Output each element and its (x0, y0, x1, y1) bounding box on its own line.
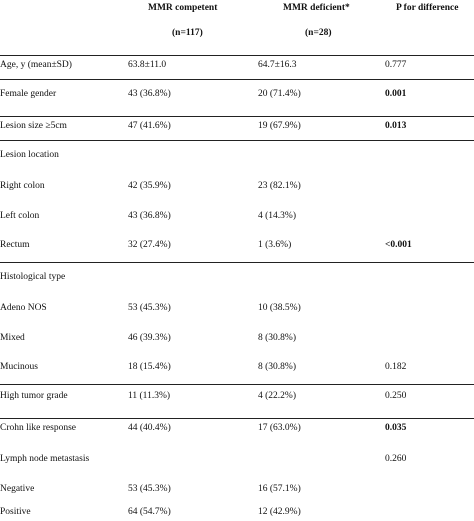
cell-competent: 42 (35.9%) (128, 181, 171, 191)
cell-p: 0.777 (385, 60, 407, 70)
row-label: Lesion location (0, 150, 59, 160)
row-label: Negative (0, 484, 35, 494)
cell-p: 0.250 (385, 391, 407, 401)
cell-competent: 44 (40.4%) (128, 423, 171, 433)
rule (0, 55, 474, 56)
cell-competent: 11 (11.3%) (128, 391, 171, 401)
rule (0, 79, 474, 80)
header-mmr-competent: MMR competent (148, 3, 218, 13)
cell-p: 0.013 (385, 121, 407, 131)
row-label: Adeno NOS (0, 303, 47, 313)
row-label: Histological type (0, 272, 66, 282)
cell-deficient: 4 (22.2%) (258, 391, 296, 401)
cell-deficient: 8 (30.8%) (258, 362, 296, 372)
cell-p: 0.001 (385, 89, 407, 99)
row-label: Crohn like response (0, 423, 76, 433)
cell-deficient: 17 (63.0%) (258, 423, 301, 433)
cell-deficient: 12 (42.9%) (258, 507, 301, 517)
cell-competent: 18 (15.4%) (128, 362, 171, 372)
cell-deficient: 20 (71.4%) (258, 89, 301, 99)
header-mmr-deficient-n: (n=28) (305, 28, 332, 38)
row-label: Mixed (0, 333, 25, 343)
row-label: Right colon (0, 181, 45, 191)
cell-competent: 53 (45.3%) (128, 303, 171, 313)
cell-p: 0.260 (385, 454, 407, 464)
cell-deficient: 64.7±16.3 (258, 60, 297, 70)
cell-deficient: 10 (38.5%) (258, 303, 301, 313)
cell-competent: 63.8±11.0 (128, 60, 167, 70)
header-mmr-competent-n: (n=117) (172, 28, 203, 38)
cell-p: 0.035 (385, 423, 407, 433)
row-label: Left colon (0, 211, 40, 221)
rule (0, 384, 474, 385)
cell-deficient: 1 (3.6%) (258, 240, 292, 250)
cell-competent: 53 (45.3%) (128, 484, 171, 494)
row-label: Lymph node metastasis (0, 454, 90, 464)
cell-p: 0.182 (385, 362, 407, 372)
row-label: Age, y (mean±SD) (0, 60, 72, 70)
cell-competent: 43 (36.8%) (128, 89, 171, 99)
header-mmr-deficient: MMR deficient* (283, 3, 350, 13)
cell-competent: 64 (54.7%) (128, 507, 171, 517)
row-label: Female gender (0, 89, 57, 99)
cell-p: <0.001 (385, 240, 412, 250)
cell-deficient: 8 (30.8%) (258, 333, 296, 343)
rule (0, 262, 474, 263)
rule (0, 418, 474, 419)
row-label: Lesion size ≥5cm (0, 121, 67, 131)
cell-deficient: 4 (14.3%) (258, 211, 296, 221)
row-label: Positive (0, 507, 31, 517)
cell-competent: 46 (39.3%) (128, 333, 171, 343)
cell-competent: 47 (41.6%) (128, 121, 171, 131)
cell-deficient: 16 (57.1%) (258, 484, 301, 494)
rule (0, 116, 474, 117)
cell-competent: 43 (36.8%) (128, 211, 171, 221)
cell-competent: 32 (27.4%) (128, 240, 171, 250)
row-label: High tumor grade (0, 391, 68, 401)
row-label: Rectum (0, 240, 30, 250)
cell-deficient: 23 (82.1%) (258, 181, 301, 191)
cell-deficient: 19 (67.9%) (258, 121, 301, 131)
header-p-for-difference: P for difference (396, 3, 459, 13)
rule (0, 140, 474, 141)
row-label: Mucinous (0, 362, 38, 372)
